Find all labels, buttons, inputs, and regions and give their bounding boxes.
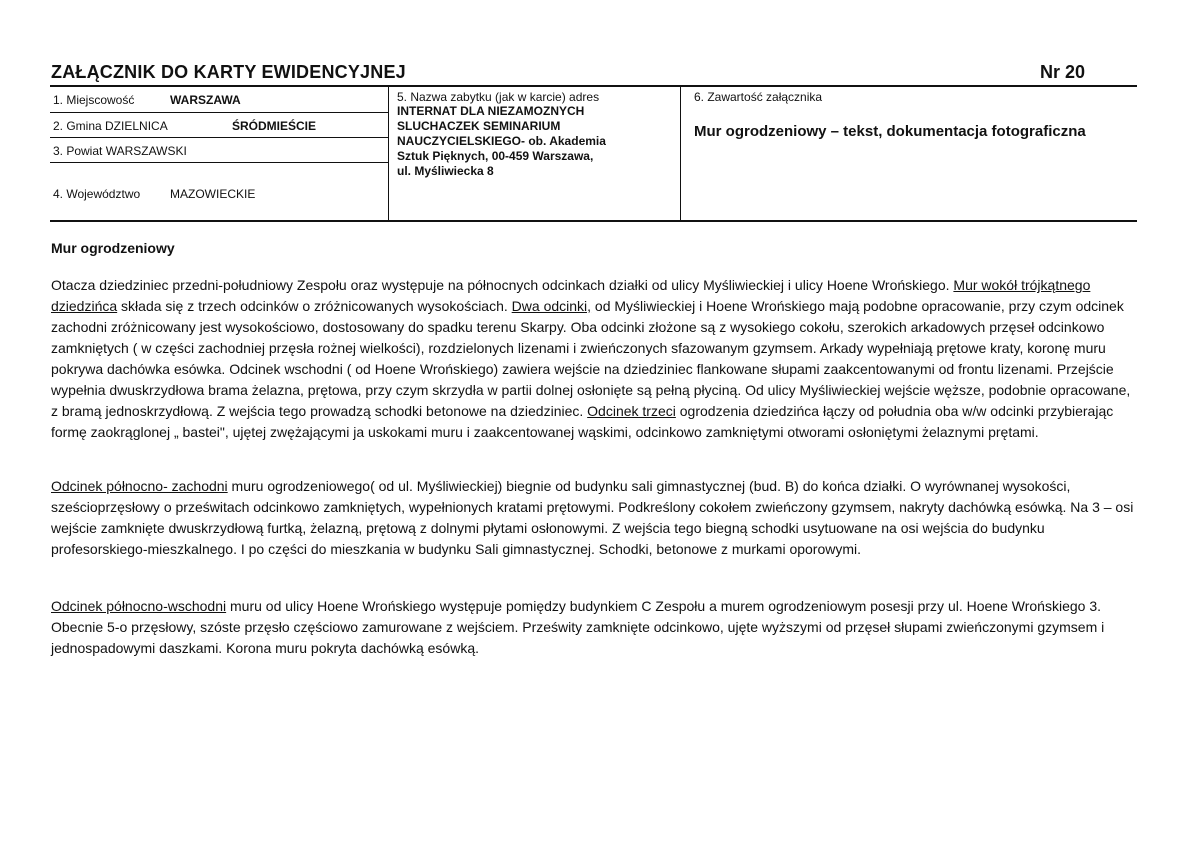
attachment-content-value: Mur ogrodzeniowy – tekst, dokumentacja fotograficzna: [694, 123, 1086, 140]
gmina-label: 2. Gmina DZIELNICA: [53, 119, 168, 133]
text-span: muru od ulicy Hoene Wrońskiego występuje pomiędzy budynkiem C Zespołu a murem ogrodzeniowym posesji przy ul. Hoene Wrońskiego 3. Obecnie 5-o przęsłowy, szóste przęsło częściowo zamurowane z wejściem. Prześwity zamknięte odcinkowo, ujęte wyższymi od przęseł słupami zwieńczonymi gzymsem i jednospadowymi daszkami. Korona muru pokryta dachówką esówką.: [51, 598, 1105, 656]
underlined-term: Odcinek północno- zachodni: [51, 478, 228, 494]
gmina-value: ŚRÓDMIEŚCIE: [232, 119, 317, 133]
text-span: muru ogrodzeniowego( od ul. Myśliwieckiej) biegnie od budynku sali gimnastycznej (bud. B) do końca działki. O wyrównanej wysokości, sześcioprzęsłowy o prześwitach odcinkowo zamkniętych, wypełnionych kratami prętowymi. Podkreślony cokołem zwieńczony gzymsem, nakryty dachówką esówką. Na 3 – osi wejście zamknięte dwuskrzydłową furtką, żelazną, prętową z dolnymi płytami osłonowymi. Z wejścia tego biegną schodki usytuowane na osi wejścia do budynku profesorskiego-mieszkalnego. I po części do mieszkania w budynku Sali gimnastycznej. Schodki, betonowe z murkami oporowymi.: [51, 478, 1134, 557]
page-number: Nr 20: [1040, 62, 1086, 82]
monument-name-label: 5. Nazwa zabytku (jak w karcie) adres: [397, 90, 600, 104]
paragraph-northwest: [51, 476, 1141, 560]
underlined-term: Mur wokół trójkątnego dziedzińca: [51, 277, 1091, 314]
wojewodztwo-row: [50, 163, 388, 222]
monument-name-column: [389, 87, 681, 220]
miejscowosc-value: WARSZAWA: [170, 93, 241, 107]
monument-name-line: INTERNAT DLA NIEZAMOZNYCH: [397, 104, 585, 118]
wojewodztwo-label: 4. Województwo: [53, 187, 141, 201]
attachment-content-column: [681, 87, 1137, 220]
paragraph-intro: [51, 275, 1141, 443]
text-span: od Myśliwieckiej i Hoene Wrońskiego mają podobne opracowanie, przy czym odcinek zachodni zróżnicowany jest wysokościowo, dostosowany do spadku terenu Skarpy. Oba odcinki złożone są z wysokiego cokołu, szerokich arkadowych przęseł odcinkowo zamkniętych ( w części zachodniej przęsła rożnej wielkości), rozdzielonych lizenami i zwieńczonych sfazowanym gzymsem. Arkady wypełniają prętowe kraty, koronę muru pokrywa dachówka esówka. Odcinek wschodni ( od Hoene Wrońskiego) zawiera wejście na dziedziniec flankowane słupami zaakcentowanymi od frontu lizenami. Przejście wypełnia dwuskrzydłowa brama żelazna, prętowa, przy czym skrzydła w partii dolnej osłonięte są pełną płyciną. Od ulicy Myśliwieckiej wejście węższe, podobnie opracowane, z bramą jednoskrzydłową. Z wejścia tego prowadzą schodki betonowe na dziedziniec.: [51, 298, 1131, 419]
location-column: [50, 87, 389, 220]
paragraph-northeast: [51, 596, 1141, 659]
monument-name-line: ul. Myśliwiecka 8: [397, 164, 494, 178]
underlined-term: Odcinek trzeci: [587, 403, 676, 419]
underlined-term: Dwa odcinki,: [511, 298, 592, 314]
section-heading: Mur ogrodzeniowy: [51, 240, 175, 256]
monument-name-line: SLUCHACZEK SEMINARIUM: [397, 119, 561, 133]
underlined-term: Odcinek północno-wschodni: [51, 598, 227, 614]
attachment-content-label: 6. Zawartość załącznika: [694, 90, 823, 104]
gmina-row: [50, 113, 388, 138]
wojewodztwo-value: MAZOWIECKIE: [170, 187, 256, 201]
powiat-row: [50, 138, 388, 163]
miejscowosc-label: 1. Miejscowość: [53, 93, 135, 107]
miejscowosc-row: [50, 87, 388, 113]
text-span: ogrodzenia dziedzińca łączy od południa oba w/w odcinki przybierając formę zaokrąglonej „ bastei", ujętej zwężającymi ja uskokami muru i zaakcentowanej wąskimi, odcinkowo zamkniętymi otworami osłoniętymi żelaznymi prętami.: [51, 403, 1114, 440]
text-span: składa się z trzech odcinków o zróżnicowanych wysokościach.: [117, 298, 512, 314]
monument-name-line: Sztuk Pięknych, 00-459 Warszawa,: [397, 149, 594, 163]
text-span: Otacza dziedziniec przedni-południowy Zespołu oraz występuje na północnych odcinkach działki od ulicy Myśliwieckiej i ulicy Hoene Wrońskiego.: [51, 277, 954, 293]
powiat-text: 3. Powiat WARSZAWSKI: [53, 144, 187, 158]
page-title: ZAŁĄCZNIK DO KARTY EWIDENCYJNEJ: [51, 62, 406, 82]
header-table: [50, 85, 1137, 222]
monument-name-line: NAUCZYCIELSKIEGO- ob. Akademia: [397, 134, 606, 148]
